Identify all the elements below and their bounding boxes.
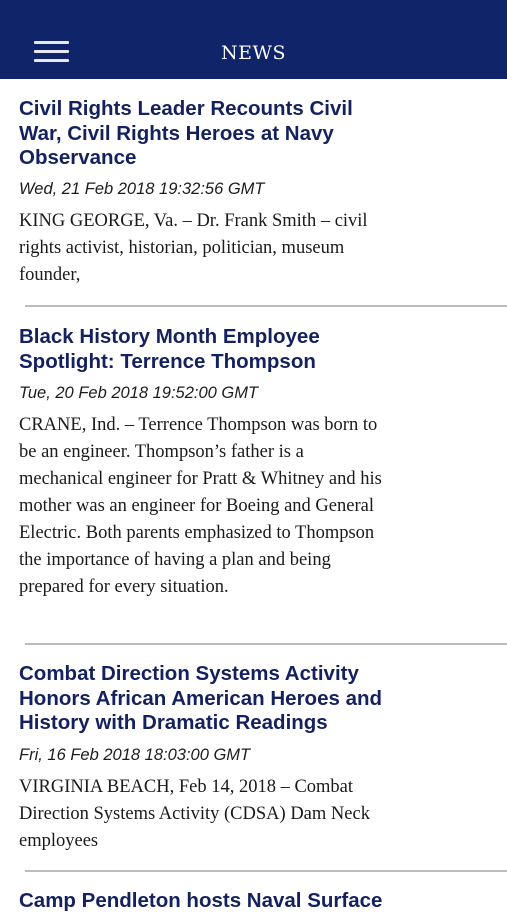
top-bar — [0, 0, 507, 79]
news-item-description: CRANE, Ind. – Terrence Thompson was born to be an engineer. Thompson’s father is a mechanical engineer for Pratt & Whitney and his mother was an engineer for Boeing and General Electric. Both parents emphasized to Thompson the importance of having a plan and being prepared for every situation. — [19, 415, 382, 597]
news-item-date: Fri, 16 Feb 2018 18:03:00 GMT — [19, 746, 251, 764]
news-item-description: VIRGINIA BEACH, Feb 14, 2018 – Combat Direction Systems Activity (CDSA) Dam Neck employees — [19, 777, 370, 851]
news-item[interactable] — [0, 79, 507, 307]
news-item[interactable] — [0, 307, 507, 644]
news-item-title[interactable]: Black History Month Employee Spotlight: Terrence Thompson — [19, 325, 320, 373]
news-item-date: Wed, 21 Feb 2018 19:32:56 GMT — [19, 180, 265, 198]
news-item-date: Tue, 20 Feb 2018 19:52:00 GMT — [19, 384, 259, 402]
news-item-title[interactable]: Combat Direction Systems Activity Honors African American Heroes and History with Dramatic Readings — [19, 662, 383, 734]
news-feed[interactable] — [0, 79, 507, 912]
news-item-description: KING GEORGE, Va. – Dr. Frank Smith – civil rights activist, historian, politician, museum founder, — [19, 211, 368, 285]
news-item[interactable] — [0, 872, 507, 912]
news-item[interactable] — [0, 645, 507, 871]
page-title: NEWS — [220, 42, 287, 64]
news-item-title[interactable]: Civil Rights Leader Recounts Civil War, Civil Rights Heroes at Navy Observance — [19, 97, 353, 169]
news-item-title[interactable]: Camp Pendleton hosts Naval Surface — [19, 889, 383, 912]
